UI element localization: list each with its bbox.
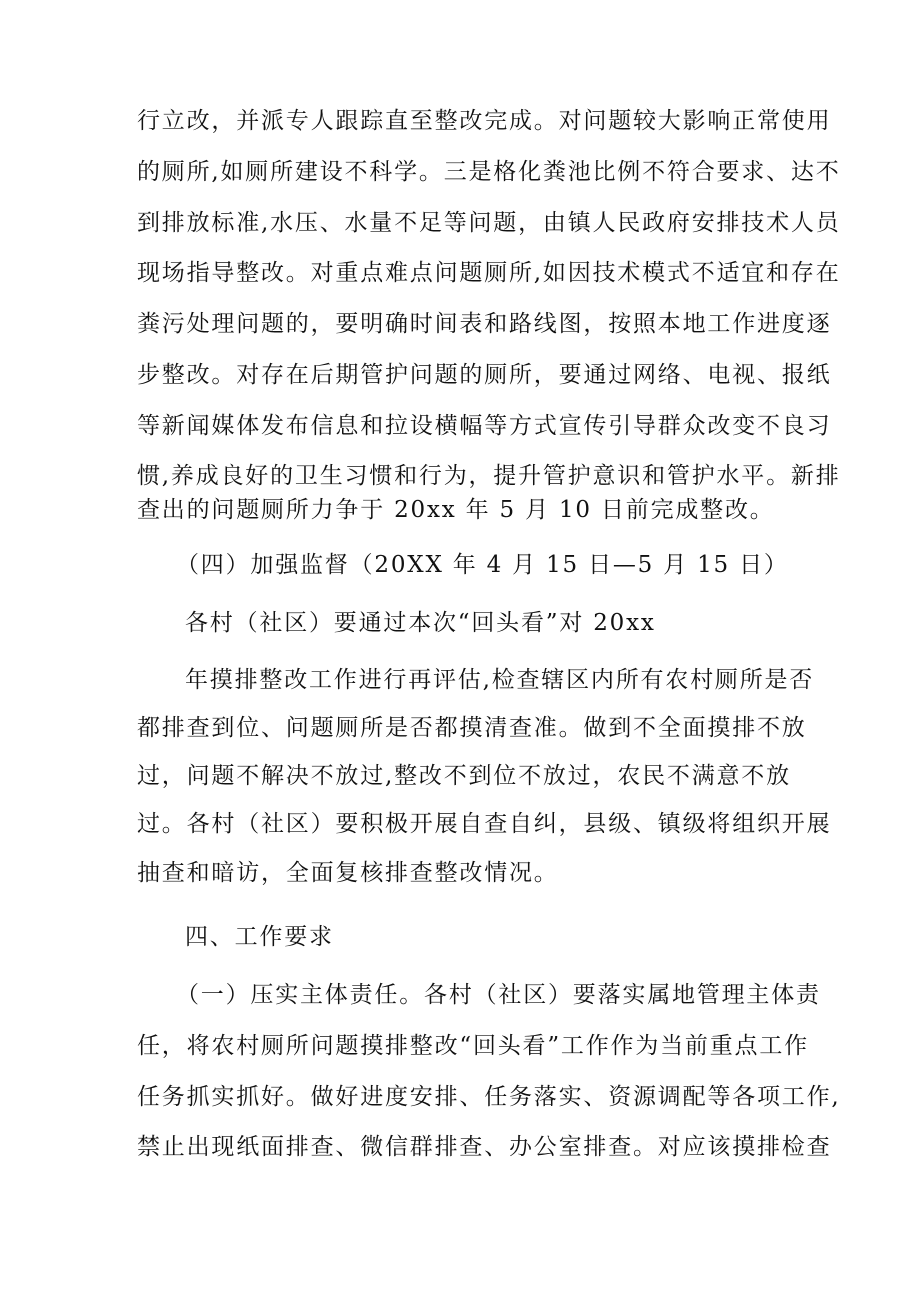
body-text-line: 到排放标准,水压、水量不足等问题，由镇人民政府安排技术人员 — [137, 210, 841, 236]
body-text-line: 过。各村（社区）要积极开展自查自纠，县级、镇级将组织开展 — [137, 811, 832, 837]
body-text-line: 粪污处理问题的，要明确时间表和路线图，按照本地工作进度逐 — [137, 311, 832, 337]
body-text-line: 年摸排整改工作进行再评估,检查辖区内所有农村厕所是否 — [185, 667, 815, 693]
body-text-line: 都排查到位、问题厕所是否都摸清查准。做到不全面摸排不放 — [137, 715, 807, 741]
body-text-line: 现场指导整改。对重点难点问题厕所,如因技术模式不适宜和存在 — [137, 260, 841, 286]
section-heading: 四、工作要求 — [185, 924, 334, 950]
body-text-line: 的厕所,如厕所建设不科学。三是格化粪池比例不符合要求、达不 — [137, 159, 841, 185]
section-heading: （四）加强监督（20XX 年 4 月 15 日—5 月 15 日） — [176, 552, 789, 578]
body-text-line: 等新闻媒体发布信息和拉设横幅等方式宣传引导群众改变不良习 — [137, 413, 832, 439]
body-text-line: 任务抓实抓好。做好进度安排、任务落实、资源调配等各项工作, — [137, 1084, 841, 1110]
body-text-line: 惯,养成良好的卫生习惯和行为，提升管护意识和管护水平。新排 — [137, 463, 841, 489]
body-text-line: 禁止出现纸面排查、微信群排查、办公室排查。对应该摸排检查 — [137, 1134, 832, 1160]
body-text-line: 抽查和暗访，全面复核排查整改情况。 — [137, 860, 559, 886]
body-text-line: 行立改，并派专人跟踪直至整改完成。对问题较大影响正常使用 — [137, 108, 832, 134]
body-text-line: 任，将农村厕所问题摸排整改“回头看”工作作为当前重点工作 — [137, 1033, 809, 1059]
body-text-line: 各村（社区）要通过本次“回头看”对 20xx — [185, 610, 656, 636]
body-text-line: （一）压实主体责任。各村（社区）要落实属地管理主体责 — [176, 982, 821, 1008]
body-text-line: 步整改。对存在后期管护问题的厕所，要通过网络、电视、报纸 — [137, 362, 832, 388]
body-text-line: 过，问题不解决不放过,整改不到位不放过，农民不满意不放 — [137, 763, 791, 789]
body-text-line: 查出的问题厕所力争于 20xx 年 5 月 10 日前完成整改。 — [137, 497, 775, 523]
